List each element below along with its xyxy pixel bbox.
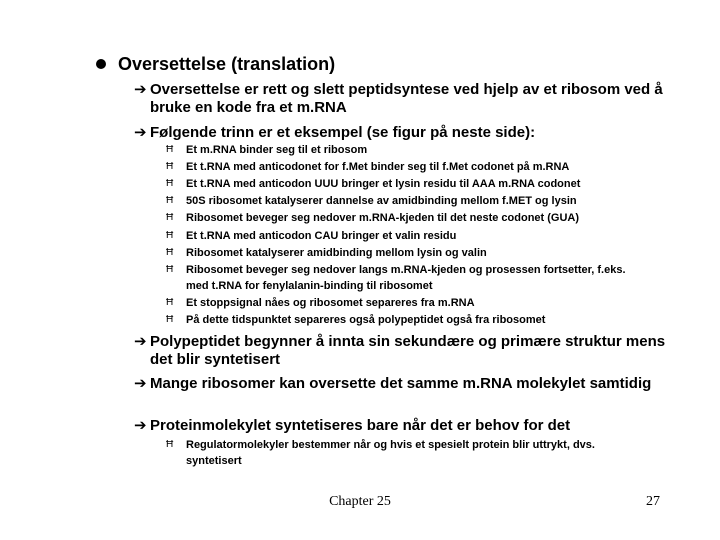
arrow-icon: ➔ bbox=[134, 375, 147, 392]
step-item bbox=[166, 295, 646, 311]
sub-bullet-icon: Ħ bbox=[166, 195, 174, 206]
footer-chapter: Chapter 25 bbox=[329, 494, 391, 509]
bullet-dot-icon bbox=[96, 59, 106, 69]
step-item bbox=[166, 262, 646, 294]
step-item bbox=[166, 228, 646, 244]
step-item bbox=[166, 159, 646, 175]
sub-bullet-icon: Ħ bbox=[166, 264, 174, 275]
step-text: Et m.RNA binder seg til et ribosom bbox=[186, 144, 368, 156]
step-item bbox=[166, 210, 646, 226]
point-synthesis-on-demand bbox=[134, 417, 674, 435]
step-item bbox=[166, 142, 646, 158]
step-item bbox=[166, 193, 646, 209]
sub-bullet-icon: Ħ bbox=[166, 439, 174, 450]
sub-bullet-icon: Ħ bbox=[166, 247, 174, 258]
step-text: Ribosomet beveger seg nedover m.RNA-kjeden til det neste codonet (GUA) bbox=[186, 212, 580, 224]
step-text: Ribosomet beveger seg nedover langs m.RNA-kjeden og prosessen fortsetter, f.eks. med t.RNA for fenylalanin-binding til ribosomet bbox=[186, 264, 626, 292]
regulator-note bbox=[166, 437, 636, 469]
step-text: Et t.RNA med anticodon UUU bringer et lysin residu til AAA m.RNA codonet bbox=[186, 178, 581, 190]
point-steps-intro bbox=[134, 124, 674, 142]
point-polypeptide-structure bbox=[134, 333, 674, 369]
step-text: 50S ribosomet katalyserer dannelse av amidbinding mellom f.MET og lysin bbox=[186, 195, 577, 207]
regulator-note-text: Regulatormolekyler bestemmer når og hvis et spesielt protein blir uttrykt, dvs. syntetisert bbox=[186, 439, 595, 467]
arrow-icon: ➔ bbox=[134, 417, 147, 434]
arrow-icon: ➔ bbox=[134, 333, 147, 350]
point-text: Mange ribosomer kan oversette det samme m.RNA molekylet samtidig bbox=[150, 375, 652, 392]
step-item bbox=[166, 312, 646, 328]
sub-bullet-icon: Ħ bbox=[166, 297, 174, 308]
step-text: Et t.RNA med anticodon CAU bringer et valin residu bbox=[186, 230, 457, 242]
sub-bullet-icon: Ħ bbox=[166, 178, 174, 189]
footer-page-number: 27 bbox=[646, 494, 660, 509]
sub-bullet-icon: Ħ bbox=[166, 161, 174, 172]
step-item bbox=[166, 176, 646, 192]
slide-title-text: Oversettelse (translation) bbox=[118, 54, 336, 74]
sub-bullet-icon: Ħ bbox=[166, 212, 174, 223]
point-text: Oversettelse er rett og slett peptidsyntese ved hjelp av et ribosom ved å bruke en kode fra et m.RNA bbox=[150, 81, 663, 116]
point-multiple-ribosomes bbox=[134, 375, 674, 393]
step-text: Et t.RNA med anticodonet for f.Met binder seg til f.Met codonet på m.RNA bbox=[186, 161, 570, 173]
sub-bullet-icon: Ħ bbox=[166, 144, 174, 155]
point-text: Polypeptidet begynner å innta sin sekundære og primære struktur mens det blir syntetisert bbox=[150, 333, 666, 368]
step-text: På dette tidspunktet separeres også polypeptidet også fra ribosomet bbox=[186, 314, 546, 326]
point-text: Proteinmolekylet syntetiseres bare når det er behov for det bbox=[150, 417, 571, 434]
arrow-icon: ➔ bbox=[134, 81, 147, 98]
slide-title bbox=[96, 54, 335, 75]
arrow-icon: ➔ bbox=[134, 124, 147, 141]
step-item bbox=[166, 245, 646, 261]
step-text: Ribosomet katalyserer amidbinding mellom lysin og valin bbox=[186, 247, 487, 259]
sub-bullet-icon: Ħ bbox=[166, 230, 174, 241]
step-text: Et stoppsignal nåes og ribosomet separeres fra m.RNA bbox=[186, 297, 475, 309]
point-text: Følgende trinn er et eksempel (se figur på neste side): bbox=[150, 124, 536, 141]
point-translation-definition bbox=[134, 81, 674, 117]
sub-bullet-icon: Ħ bbox=[166, 314, 174, 325]
